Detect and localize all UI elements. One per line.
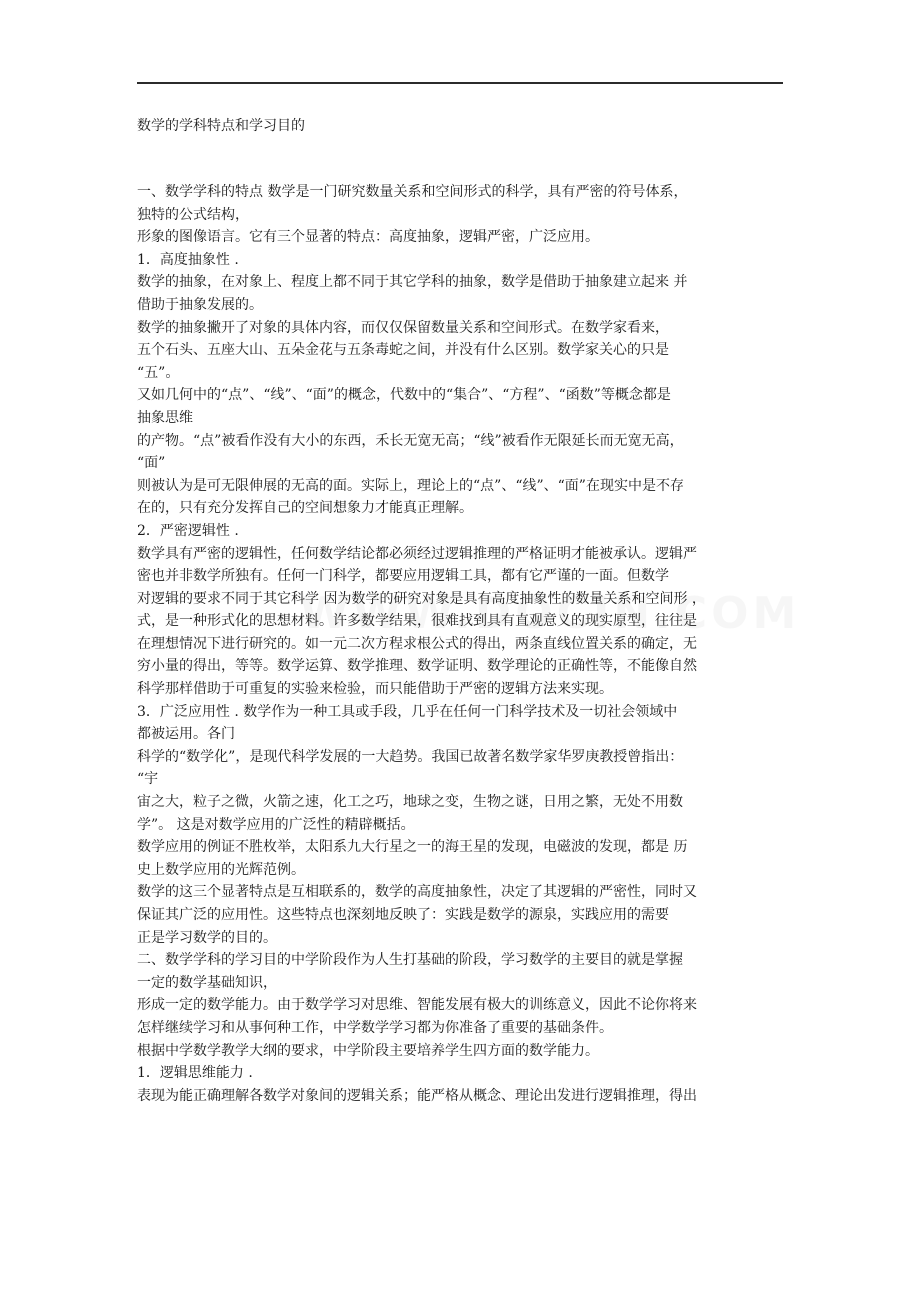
text-line: 正是学习数学的目的。 bbox=[137, 929, 277, 946]
text-line: 则被认为是可无限伸展的无高的面。实际上，理论上的“点”、“线”、“面”在现实中是不存 bbox=[137, 477, 684, 494]
text-line: 形象的图像语言。它有三个显著的特点：高度抽象，逻辑严密，广泛应用。 bbox=[137, 229, 599, 246]
text-line: 抽象思维 bbox=[137, 409, 193, 426]
text-line: 都被运用。各门 bbox=[137, 726, 235, 743]
text-line: 3．广泛应用性 . 数学作为一种工具或手段，几乎在任何一门科学技术及一切社会领域中 bbox=[137, 703, 678, 720]
text-line: “宇 bbox=[137, 771, 159, 788]
text-line: 数学的这三个显著特点是互相联系的，数学的高度抽象性，决定了其逻辑的严密性，同时又 bbox=[137, 884, 697, 901]
text-line: “五”。 bbox=[137, 364, 180, 381]
text-line: 又如几何中的“点”、“线”、“面”的概念，代数中的“集合”、“方程”、“函数”等概念都是 bbox=[137, 387, 671, 404]
text-line: 式，是一种形式化的思想材料。许多数学结果，很难找到具有直观意义的现实原型，往往是 bbox=[137, 613, 697, 630]
document-body bbox=[137, 181, 783, 1107]
text-line: 表现为能正确理解各数学对象间的逻辑关系；能严格从概念、理论出发进行逻辑推理，得出 bbox=[137, 1087, 697, 1104]
text-line: “面” bbox=[137, 455, 166, 472]
text-line: 怎样继续学习和从事何种工作，中学数学学习都为你准备了重要的基础条件。 bbox=[137, 1019, 613, 1036]
text-line: 借助于抽象发展的。 bbox=[137, 296, 263, 313]
text-line: 穷小量的得出，等等。数学运算、数学推理、数学证明、数学理论的正确性等，不能像自然 bbox=[137, 658, 697, 675]
text-line: 一定的数学基础知识， bbox=[137, 974, 277, 991]
text-line: 2．严密逻辑性 . bbox=[137, 522, 239, 539]
text-line: 史上数学应用的光辉范例。 bbox=[137, 861, 305, 878]
text-line: 数学具有严密的逻辑性，任何数学结论都必须经过逻辑推理的严格证明才能被承认。逻辑严 bbox=[137, 545, 697, 562]
text-line: 五个石头、五座大山、五朵金花与五条毒蛇之间，并没有什么区别。数学家关心的只是 bbox=[137, 342, 669, 359]
text-line: 宙之大，粒子之微，火箭之速，化工之巧，地球之变，生物之谜，日用之繁，无处不用数 bbox=[137, 794, 683, 811]
text-line: 科学那样借助于可重复的实验来检验，而只能借助于严密的逻辑方法来实现。 bbox=[137, 681, 613, 698]
text-line: 一、数学学科的特点 数学是一门研究数量关系和空间形式的科学，具有严密的符号体系， bbox=[137, 184, 688, 200]
text-line: 在理想情况下进行研究的。如一元二次方程求根公式的得出，两条直线位置关系的确定，无 bbox=[137, 635, 697, 652]
text-line: 数学的抽象，在对象上、程度上都不同于其它学科的抽象，数学是借助于抽象建立起来 并 bbox=[137, 274, 688, 291]
text-line: 根据中学数学教学大纲的要求，中学阶段主要培养学生四方面的数学能力。 bbox=[137, 1042, 599, 1059]
text-line: 对逻辑的要求不同于其它科学 因为数学的研究对象是具有高度抽象性的数量关系和空间形 ， bbox=[137, 590, 706, 607]
text-line: 独特的公式结构， bbox=[137, 206, 249, 223]
text-line: 学”。 这是对数学应用的广泛性的精辟概括。 bbox=[137, 816, 415, 833]
text-line: 在的，只有充分发挥自己的空间想象力才能真正理解。 bbox=[137, 500, 473, 517]
text-line: 保证其广泛的应用性。这些特点也深刻地反映了：实践是数学的源泉，实践应用的需要 bbox=[137, 907, 669, 923]
text-line: 形成一定的数学能力。由于数学学习对思维、智能发展有极大的训练意义，因此不论你将来 bbox=[137, 997, 697, 1014]
text-line: 数学应用的例证不胜枚举，太阳系九大行星之一的海王星的发现，电磁波的发现，都是 历 bbox=[137, 839, 688, 856]
text-line: 科学的“数学化”，是现代科学发展的一大趋势。我国已故著名数学家华罗庚教授曾指出： bbox=[137, 748, 684, 765]
text-line: 1．逻辑思维能力 . bbox=[137, 1065, 253, 1082]
text-line: 数学的抽象撇开了对象的具体内容，而仅仅保留数量关系和空间形式。在数学家看来， bbox=[137, 319, 669, 336]
header-rule bbox=[137, 82, 783, 84]
text-line: 的产物。“点”被看作没有大小的东西，禾长无宽无高；“线”被看作无限延长而无宽无高， bbox=[137, 432, 684, 449]
text-line: 密也并非数学所独有。任何一门科学，都要应用逻辑工具，都有它严谨的一面。但数学 bbox=[137, 568, 669, 585]
text-line: 二、数学学科的学习目的中学阶段作为人生打基础的阶段，学习数学的主要目的就是掌握 bbox=[137, 952, 683, 969]
document-title: 数学的学科特点和学习目的 bbox=[137, 118, 305, 134]
text-line: 1．高度抽象性 . bbox=[137, 251, 239, 268]
